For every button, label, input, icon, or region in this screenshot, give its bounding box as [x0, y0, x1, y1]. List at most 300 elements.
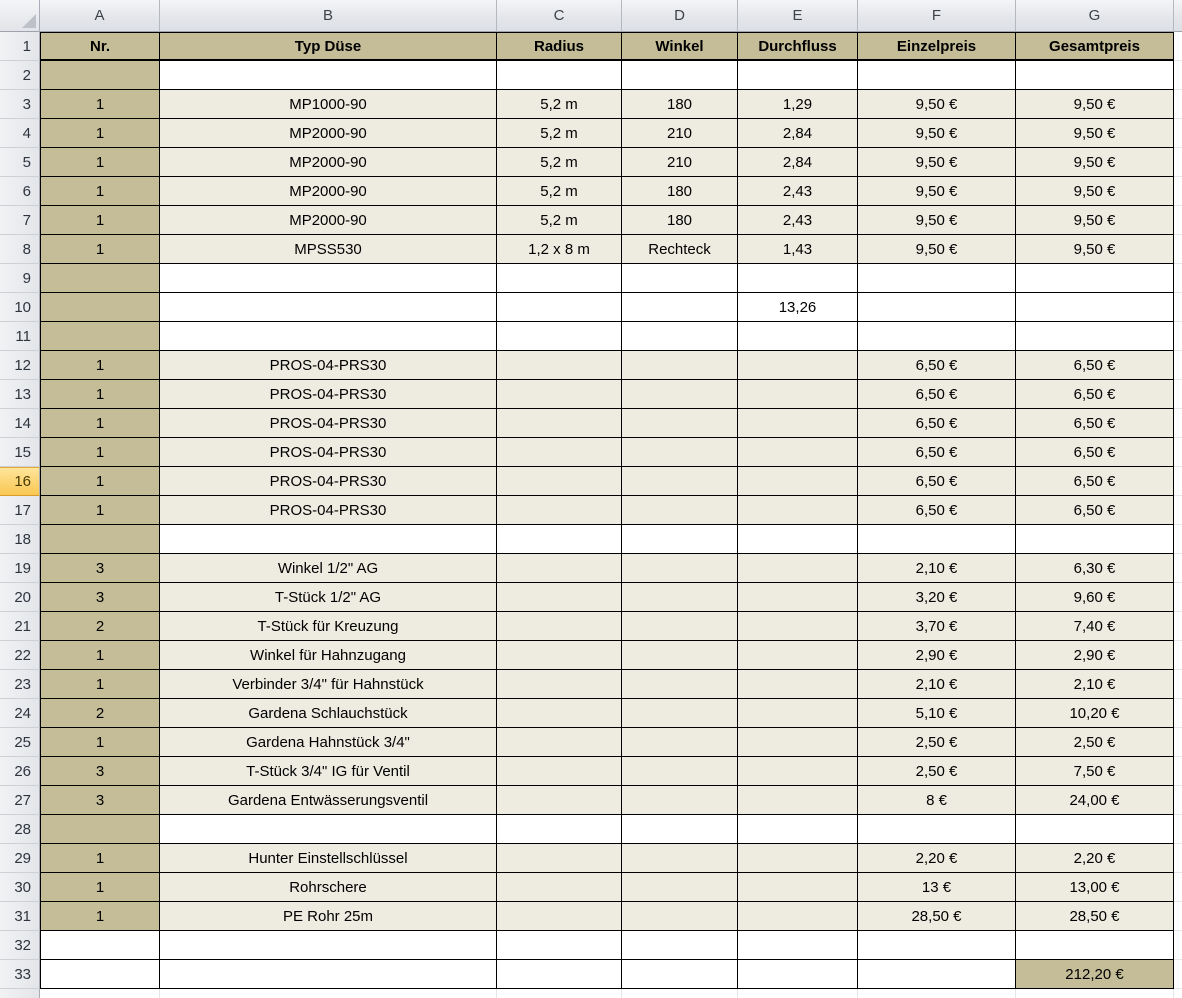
sheet-row-3	[0, 90, 1182, 119]
cell-D6[interactable]: 180	[622, 177, 738, 206]
cell-D29[interactable]	[622, 844, 738, 873]
cell-B20[interactable]: T-Stück 1/2" AG	[160, 583, 497, 612]
cell-A5[interactable]: 1	[40, 148, 160, 177]
cell-E25[interactable]	[738, 728, 858, 757]
cell-D13[interactable]	[622, 380, 738, 409]
row-header-5[interactable]: 5	[0, 148, 40, 177]
cell-F20[interactable]: 3,20 €	[858, 583, 1016, 612]
cell-F4[interactable]: 9,50 €	[858, 119, 1016, 148]
cell-B32[interactable]	[160, 931, 497, 960]
cell-B8[interactable]: MPSS530	[160, 235, 497, 264]
cell-E8[interactable]: 1,43	[738, 235, 858, 264]
row-header-6[interactable]: 6	[0, 177, 40, 206]
cell-G4[interactable]: 9,50 €	[1016, 119, 1174, 148]
row-header-16[interactable]: 16	[0, 467, 40, 496]
cell-B29[interactable]: Hunter Einstellschlüssel	[160, 844, 497, 873]
cell-E32[interactable]	[738, 931, 858, 960]
cell-E28[interactable]	[738, 815, 858, 844]
row-header-14[interactable]: 14	[0, 409, 40, 438]
cell-F32[interactable]	[858, 931, 1016, 960]
cell-E23[interactable]	[738, 670, 858, 699]
cell-F14[interactable]: 6,50 €	[858, 409, 1016, 438]
cell-E18[interactable]	[738, 525, 858, 554]
cell-D10[interactable]	[622, 293, 738, 322]
cell-D19[interactable]	[622, 554, 738, 583]
cell-D31[interactable]	[622, 902, 738, 931]
cell-B4[interactable]: MP2000-90	[160, 119, 497, 148]
column-header-F[interactable]: F	[858, 0, 1016, 32]
column-header-C[interactable]: C	[497, 0, 622, 32]
cell-B28[interactable]	[160, 815, 497, 844]
cell-B25[interactable]: Gardena Hahnstück 3/4"	[160, 728, 497, 757]
cell-C3[interactable]: 5,2 m	[497, 90, 622, 119]
cell-D24[interactable]	[622, 699, 738, 728]
sheet-row-31	[0, 902, 1182, 931]
sheet-row-26	[0, 757, 1182, 786]
row-header-23[interactable]: 23	[0, 670, 40, 699]
cell-C13[interactable]	[497, 380, 622, 409]
cell-D32[interactable]	[622, 931, 738, 960]
row-sliver	[1174, 960, 1182, 989]
cell-E4[interactable]: 2,84	[738, 119, 858, 148]
cell-G6[interactable]: 9,50 €	[1016, 177, 1174, 206]
cell-A13[interactable]: 1	[40, 380, 160, 409]
cell-F5[interactable]: 9,50 €	[858, 148, 1016, 177]
cell-E17[interactable]	[738, 496, 858, 525]
cell-E9[interactable]	[738, 264, 858, 293]
cell-B11[interactable]	[160, 322, 497, 351]
cell-F6[interactable]: 9,50 €	[858, 177, 1016, 206]
row-header-20[interactable]: 20	[0, 583, 40, 612]
cell-E1[interactable]: Durchfluss	[738, 32, 858, 61]
cell-B13[interactable]: PROS-04-PRS30	[160, 380, 497, 409]
cell-B7[interactable]: MP2000-90	[160, 206, 497, 235]
cell-C31[interactable]	[497, 902, 622, 931]
row-header-24[interactable]: 24	[0, 699, 40, 728]
cell-C17[interactable]	[497, 496, 622, 525]
sheet-row-14	[0, 409, 1182, 438]
cell-B31[interactable]: PE Rohr 25m	[160, 902, 497, 931]
cell-G18[interactable]	[1016, 525, 1174, 554]
cell-G15[interactable]: 6,50 €	[1016, 438, 1174, 467]
cell-C25[interactable]	[497, 728, 622, 757]
column-header-D[interactable]: D	[622, 0, 738, 32]
row-header-19[interactable]: 19	[0, 554, 40, 583]
cell-D18[interactable]	[622, 525, 738, 554]
cell-E27[interactable]	[738, 786, 858, 815]
cell-D11[interactable]	[622, 322, 738, 351]
row-sliver	[1174, 90, 1182, 119]
cell-C23[interactable]	[497, 670, 622, 699]
cell-E7[interactable]: 2,43	[738, 206, 858, 235]
column-header-B[interactable]: B	[160, 0, 497, 32]
cell-C5[interactable]: 5,2 m	[497, 148, 622, 177]
sheet-row-1	[0, 32, 1182, 61]
row-header-21[interactable]: 21	[0, 612, 40, 641]
cell-B5[interactable]: MP2000-90	[160, 148, 497, 177]
cell-B21[interactable]: T-Stück für Kreuzung	[160, 612, 497, 641]
cell-F24[interactable]: 5,10 €	[858, 699, 1016, 728]
row-header-33[interactable]: 33	[0, 960, 40, 989]
cell-E10[interactable]: 13,26	[738, 293, 858, 322]
row-sliver	[1174, 583, 1182, 612]
cell-D1[interactable]: Winkel	[622, 32, 738, 61]
cell-C28[interactable]	[497, 815, 622, 844]
cell-D9[interactable]	[622, 264, 738, 293]
cell-A23[interactable]: 1	[40, 670, 160, 699]
cell-E15[interactable]	[738, 438, 858, 467]
row-header-3[interactable]: 3	[0, 90, 40, 119]
cell-C21[interactable]	[497, 612, 622, 641]
row-header-25[interactable]: 25	[0, 728, 40, 757]
cell-B2[interactable]	[160, 61, 497, 90]
row-header-31[interactable]: 31	[0, 902, 40, 931]
cell-A18[interactable]	[40, 525, 160, 554]
cell-G11[interactable]	[1016, 322, 1174, 351]
row-header-18[interactable]: 18	[0, 525, 40, 554]
cell-G23[interactable]: 2,10 €	[1016, 670, 1174, 699]
cell-B12[interactable]: PROS-04-PRS30	[160, 351, 497, 380]
cell-E3[interactable]: 1,29	[738, 90, 858, 119]
cell-G31[interactable]: 28,50 €	[1016, 902, 1174, 931]
cell-B22[interactable]: Winkel für Hahnzugang	[160, 641, 497, 670]
cell-G20[interactable]: 9,60 €	[1016, 583, 1174, 612]
cell-G22[interactable]: 2,90 €	[1016, 641, 1174, 670]
cell-E33[interactable]	[738, 960, 858, 989]
column-header-A[interactable]: A	[40, 0, 160, 32]
cell-A3[interactable]: 1	[40, 90, 160, 119]
cell-F13[interactable]: 6,50 €	[858, 380, 1016, 409]
cell-G27[interactable]: 24,00 €	[1016, 786, 1174, 815]
cell-D7[interactable]: 180	[622, 206, 738, 235]
cell-E16[interactable]	[738, 467, 858, 496]
cell-A2[interactable]	[40, 61, 160, 90]
row-header-11[interactable]: 11	[0, 322, 40, 351]
cell-B17[interactable]: PROS-04-PRS30	[160, 496, 497, 525]
cell-C14[interactable]	[497, 409, 622, 438]
cell-G30[interactable]: 13,00 €	[1016, 873, 1174, 902]
cell-A27[interactable]: 3	[40, 786, 160, 815]
cell-D33[interactable]	[622, 960, 738, 989]
sheet-row-16	[0, 467, 1182, 496]
cell-D26[interactable]	[622, 757, 738, 786]
cell-G32[interactable]	[1016, 931, 1174, 960]
cell-C27[interactable]	[497, 786, 622, 815]
cell-E2[interactable]	[738, 61, 858, 90]
cell-C26[interactable]	[497, 757, 622, 786]
select-all-corner[interactable]	[0, 0, 40, 32]
cell-F27[interactable]: 8 €	[858, 786, 1016, 815]
row-sliver	[1174, 322, 1182, 351]
row-header-29[interactable]: 29	[0, 844, 40, 873]
cell-D5[interactable]: 210	[622, 148, 738, 177]
cell-C1[interactable]: Radius	[497, 32, 622, 61]
cell-F19[interactable]: 2,10 €	[858, 554, 1016, 583]
row-header-22[interactable]: 22	[0, 641, 40, 670]
sheet-row-25	[0, 728, 1182, 757]
column-header-G[interactable]: G	[1016, 0, 1174, 32]
stub-cell	[1016, 989, 1174, 998]
row-header-2[interactable]: 2	[0, 61, 40, 90]
cell-F28[interactable]	[858, 815, 1016, 844]
cell-A16[interactable]: 1	[40, 467, 160, 496]
sheet-row-18	[0, 525, 1182, 554]
sheet-row-20	[0, 583, 1182, 612]
row-header-30[interactable]: 30	[0, 873, 40, 902]
column-header-E[interactable]: E	[738, 0, 858, 32]
cell-D4[interactable]: 210	[622, 119, 738, 148]
cell-F29[interactable]: 2,20 €	[858, 844, 1016, 873]
cell-B33[interactable]	[160, 960, 497, 989]
cell-B3[interactable]: MP1000-90	[160, 90, 497, 119]
cell-D23[interactable]	[622, 670, 738, 699]
row-header-1[interactable]: 1	[0, 32, 40, 61]
sheet-row-28	[0, 815, 1182, 844]
sheet-row-21	[0, 612, 1182, 641]
cell-D17[interactable]	[622, 496, 738, 525]
cell-F31[interactable]: 28,50 €	[858, 902, 1016, 931]
row-sliver	[1174, 902, 1182, 931]
cell-G16[interactable]: 6,50 €	[1016, 467, 1174, 496]
cell-E11[interactable]	[738, 322, 858, 351]
cell-A17[interactable]: 1	[40, 496, 160, 525]
cell-A10[interactable]	[40, 293, 160, 322]
cell-A12[interactable]: 1	[40, 351, 160, 380]
cell-C10[interactable]	[497, 293, 622, 322]
cell-C33[interactable]	[497, 960, 622, 989]
cell-D12[interactable]	[622, 351, 738, 380]
cell-F3[interactable]: 9,50 €	[858, 90, 1016, 119]
cell-F17[interactable]: 6,50 €	[858, 496, 1016, 525]
row-header-28[interactable]: 28	[0, 815, 40, 844]
cell-B24[interactable]: Gardena Schlauchstück	[160, 699, 497, 728]
cell-B19[interactable]: Winkel 1/2" AG	[160, 554, 497, 583]
cell-F1[interactable]: Einzelpreis	[858, 32, 1016, 61]
row-header-8[interactable]: 8	[0, 235, 40, 264]
cell-A28[interactable]	[40, 815, 160, 844]
cell-D22[interactable]	[622, 641, 738, 670]
cell-B9[interactable]	[160, 264, 497, 293]
cell-D21[interactable]	[622, 612, 738, 641]
cell-F26[interactable]: 2,50 €	[858, 757, 1016, 786]
row-header-27[interactable]: 27	[0, 786, 40, 815]
cell-B27[interactable]: Gardena Entwässerungsventil	[160, 786, 497, 815]
cell-G5[interactable]: 9,50 €	[1016, 148, 1174, 177]
cell-B10[interactable]	[160, 293, 497, 322]
cell-A14[interactable]: 1	[40, 409, 160, 438]
stub-cell	[738, 989, 858, 998]
cell-E29[interactable]	[738, 844, 858, 873]
cell-A1[interactable]: Nr.	[40, 32, 160, 61]
cell-D15[interactable]	[622, 438, 738, 467]
cell-C32[interactable]	[497, 931, 622, 960]
cell-G10[interactable]	[1016, 293, 1174, 322]
cell-A21[interactable]: 2	[40, 612, 160, 641]
cell-A31[interactable]: 1	[40, 902, 160, 931]
cell-G19[interactable]: 6,30 €	[1016, 554, 1174, 583]
cell-A24[interactable]: 2	[40, 699, 160, 728]
sheet-row-8	[0, 235, 1182, 264]
cell-A30[interactable]: 1	[40, 873, 160, 902]
cell-B1[interactable]: Typ Düse	[160, 32, 497, 61]
cell-E24[interactable]	[738, 699, 858, 728]
cell-G9[interactable]	[1016, 264, 1174, 293]
cell-E12[interactable]	[738, 351, 858, 380]
cell-A19[interactable]: 3	[40, 554, 160, 583]
cell-B26[interactable]: T-Stück 3/4" IG für Ventil	[160, 757, 497, 786]
cell-B14[interactable]: PROS-04-PRS30	[160, 409, 497, 438]
cell-G12[interactable]: 6,50 €	[1016, 351, 1174, 380]
cell-F9[interactable]	[858, 264, 1016, 293]
cell-B30[interactable]: Rohrschere	[160, 873, 497, 902]
row-header-13[interactable]: 13	[0, 380, 40, 409]
cell-B6[interactable]: MP2000-90	[160, 177, 497, 206]
cell-E26[interactable]	[738, 757, 858, 786]
cell-A22[interactable]: 1	[40, 641, 160, 670]
cell-A7[interactable]: 1	[40, 206, 160, 235]
cell-G14[interactable]: 6,50 €	[1016, 409, 1174, 438]
cell-G33[interactable]: 212,20 €	[1016, 960, 1174, 989]
row-header-15[interactable]: 15	[0, 438, 40, 467]
cell-E20[interactable]	[738, 583, 858, 612]
cell-F8[interactable]: 9,50 €	[858, 235, 1016, 264]
cell-C12[interactable]	[497, 351, 622, 380]
cell-E5[interactable]: 2,84	[738, 148, 858, 177]
cell-G28[interactable]	[1016, 815, 1174, 844]
cell-G13[interactable]: 6,50 €	[1016, 380, 1174, 409]
row-header-9[interactable]: 9	[0, 264, 40, 293]
cell-B16[interactable]: PROS-04-PRS30	[160, 467, 497, 496]
cell-C8[interactable]: 1,2 x 8 m	[497, 235, 622, 264]
row-sliver	[1174, 351, 1182, 380]
sheet-row-2	[0, 61, 1182, 90]
cell-D25[interactable]	[622, 728, 738, 757]
cell-E21[interactable]	[738, 612, 858, 641]
cell-E14[interactable]	[738, 409, 858, 438]
cell-C24[interactable]	[497, 699, 622, 728]
cell-A20[interactable]: 3	[40, 583, 160, 612]
cell-A4[interactable]: 1	[40, 119, 160, 148]
cell-F2[interactable]	[858, 61, 1016, 90]
cell-F18[interactable]	[858, 525, 1016, 554]
cell-D3[interactable]: 180	[622, 90, 738, 119]
cell-C18[interactable]	[497, 525, 622, 554]
cell-C9[interactable]	[497, 264, 622, 293]
cell-F23[interactable]: 2,10 €	[858, 670, 1016, 699]
cell-E31[interactable]	[738, 902, 858, 931]
sheet-row-7	[0, 206, 1182, 235]
cell-F12[interactable]: 6,50 €	[858, 351, 1016, 380]
cell-F16[interactable]: 6,50 €	[858, 467, 1016, 496]
cell-D8[interactable]: Rechteck	[622, 235, 738, 264]
cell-B15[interactable]: PROS-04-PRS30	[160, 438, 497, 467]
cell-C6[interactable]: 5,2 m	[497, 177, 622, 206]
cell-C30[interactable]	[497, 873, 622, 902]
cell-F7[interactable]: 9,50 €	[858, 206, 1016, 235]
cell-A32[interactable]	[40, 931, 160, 960]
cell-C7[interactable]: 5,2 m	[497, 206, 622, 235]
cell-G26[interactable]: 7,50 €	[1016, 757, 1174, 786]
cell-G3[interactable]: 9,50 €	[1016, 90, 1174, 119]
cell-F22[interactable]: 2,90 €	[858, 641, 1016, 670]
cell-G1[interactable]: Gesamtpreis	[1016, 32, 1174, 61]
cell-F21[interactable]: 3,70 €	[858, 612, 1016, 641]
cell-F11[interactable]	[858, 322, 1016, 351]
cell-C11[interactable]	[497, 322, 622, 351]
cell-A8[interactable]: 1	[40, 235, 160, 264]
cell-G7[interactable]: 9,50 €	[1016, 206, 1174, 235]
cell-E30[interactable]	[738, 873, 858, 902]
cell-F25[interactable]: 2,50 €	[858, 728, 1016, 757]
cell-C29[interactable]	[497, 844, 622, 873]
cell-A11[interactable]	[40, 322, 160, 351]
row-header-10[interactable]: 10	[0, 293, 40, 322]
cell-G29[interactable]: 2,20 €	[1016, 844, 1174, 873]
cell-A15[interactable]: 1	[40, 438, 160, 467]
cell-A29[interactable]: 1	[40, 844, 160, 873]
sheet-row-22	[0, 641, 1182, 670]
cell-D28[interactable]	[622, 815, 738, 844]
cell-D16[interactable]	[622, 467, 738, 496]
cell-E6[interactable]: 2,43	[738, 177, 858, 206]
cell-C4[interactable]: 5,2 m	[497, 119, 622, 148]
cell-F10[interactable]	[858, 293, 1016, 322]
row-header-4[interactable]: 4	[0, 119, 40, 148]
row-header-32[interactable]: 32	[0, 931, 40, 960]
cell-E22[interactable]	[738, 641, 858, 670]
cell-D2[interactable]	[622, 61, 738, 90]
cell-G17[interactable]: 6,50 €	[1016, 496, 1174, 525]
cell-E13[interactable]	[738, 380, 858, 409]
cell-A25[interactable]: 1	[40, 728, 160, 757]
cell-D14[interactable]	[622, 409, 738, 438]
cell-D20[interactable]	[622, 583, 738, 612]
row-header-12[interactable]: 12	[0, 351, 40, 380]
cell-C15[interactable]	[497, 438, 622, 467]
row-header-17[interactable]: 17	[0, 496, 40, 525]
cell-A6[interactable]: 1	[40, 177, 160, 206]
row-header-7[interactable]: 7	[0, 206, 40, 235]
cell-G8[interactable]: 9,50 €	[1016, 235, 1174, 264]
cell-A9[interactable]	[40, 264, 160, 293]
row-sliver	[1174, 409, 1182, 438]
row-sliver	[1174, 148, 1182, 177]
cell-A33[interactable]	[40, 960, 160, 989]
cell-G24[interactable]: 10,20 €	[1016, 699, 1174, 728]
cell-C20[interactable]	[497, 583, 622, 612]
cell-B23[interactable]: Verbinder 3/4" für Hahnstück	[160, 670, 497, 699]
sheet-row-19	[0, 554, 1182, 583]
cell-F33[interactable]	[858, 960, 1016, 989]
cell-D30[interactable]	[622, 873, 738, 902]
cell-F30[interactable]: 13 €	[858, 873, 1016, 902]
cell-A26[interactable]: 3	[40, 757, 160, 786]
cell-C2[interactable]	[497, 61, 622, 90]
cell-D27[interactable]	[622, 786, 738, 815]
cell-G21[interactable]: 7,40 €	[1016, 612, 1174, 641]
cell-C16[interactable]	[497, 467, 622, 496]
row-sliver	[1174, 525, 1182, 554]
cell-B18[interactable]	[160, 525, 497, 554]
column-header-strip	[0, 0, 1182, 32]
cell-E19[interactable]	[738, 554, 858, 583]
cell-G25[interactable]: 2,50 €	[1016, 728, 1174, 757]
cell-F15[interactable]: 6,50 €	[858, 438, 1016, 467]
cell-C22[interactable]	[497, 641, 622, 670]
cell-C19[interactable]	[497, 554, 622, 583]
row-header-26[interactable]: 26	[0, 757, 40, 786]
cell-G2[interactable]	[1016, 61, 1174, 90]
